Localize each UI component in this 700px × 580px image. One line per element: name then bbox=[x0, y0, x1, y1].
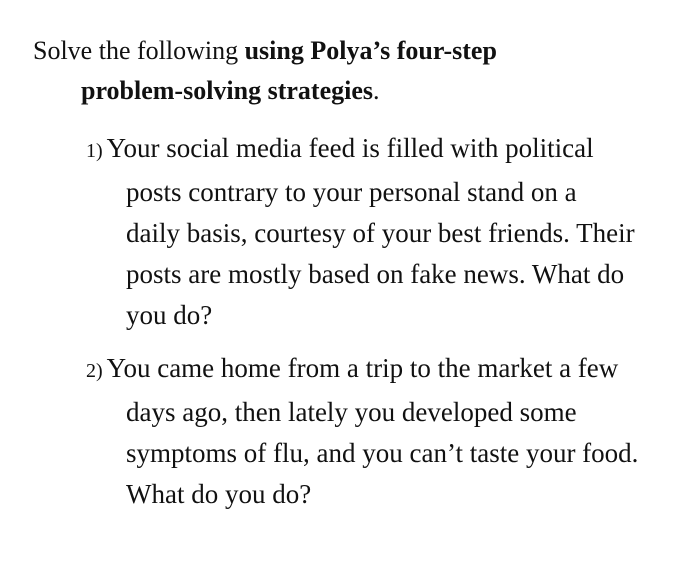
question-1-text-line-2: posts contrary to your personal stand on a bbox=[126, 177, 577, 207]
question-1-line-1 bbox=[86, 128, 686, 172]
question-2-text-line-1: You came home from a trip to the market a few bbox=[106, 353, 619, 383]
question-2 bbox=[86, 348, 686, 515]
question-2-text-line-2: days ago, then lately you developed some bbox=[126, 397, 577, 427]
question-1-text-line-1: Your social media feed is filled with political bbox=[106, 133, 594, 163]
instructions-bold-line1: using Polya’s four-step bbox=[244, 36, 497, 65]
question-1 bbox=[86, 128, 686, 336]
question-2-number: 2) bbox=[86, 360, 103, 382]
instructions-bold-line2: problem-solving strategies bbox=[81, 76, 373, 105]
question-1-text-line-5: you do? bbox=[126, 300, 213, 330]
question-2-line-1 bbox=[86, 348, 686, 392]
question-2-text-line-4: What do you do? bbox=[126, 479, 312, 509]
instructions bbox=[33, 31, 673, 111]
instructions-suffix: . bbox=[373, 76, 380, 105]
question-1-text-line-3: daily basis, courtesy of your best friends. Their bbox=[126, 218, 635, 248]
instructions-line2 bbox=[33, 71, 673, 111]
question-2-text-line-3: symptoms of flu, and you can’t taste your food. bbox=[126, 438, 639, 468]
instructions-prefix: Solve the following bbox=[33, 36, 245, 65]
question-1-number: 1) bbox=[86, 140, 103, 162]
question-1-text-line-4: posts are mostly based on fake news. What do bbox=[126, 259, 625, 289]
